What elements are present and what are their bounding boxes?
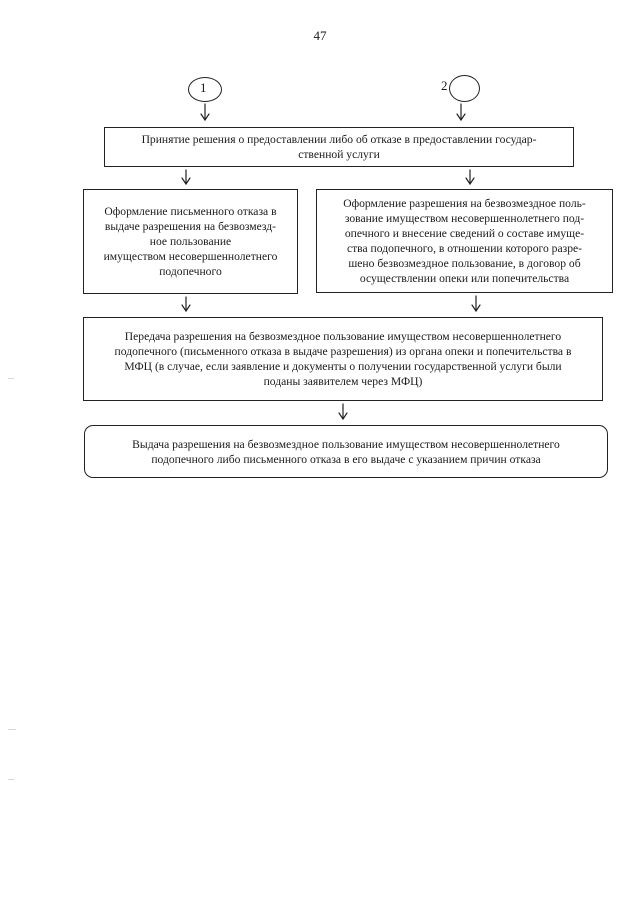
arrow-refusal-to-transfer <box>182 297 190 311</box>
scan-mark <box>8 729 16 730</box>
arrow-permission-to-transfer <box>472 296 480 311</box>
refusal-text: Оформление письменного отказа в выдаче разрешения на безвозмезд- ное пользование имуществом несовершеннолетнего подопечного <box>103 205 278 278</box>
scan-mark <box>8 779 14 780</box>
connector-1-label: 1 <box>200 80 207 95</box>
arrow-transfer-to-issuance <box>339 404 347 419</box>
connector-2-label: 2 <box>441 78 448 93</box>
issuance-text: Выдача разрешения на безвозмездное пользование имуществом несовершеннолетнего подопечного либо письменного отказа в его выдаче с указанием причин отказа <box>132 437 560 466</box>
arrow-connector2-to-decision <box>457 104 465 120</box>
decision-text: Принятие решения о предоставлении либо об отказе в предоставлении государ- ственной услуги <box>141 133 537 161</box>
permission-text: Оформление разрешения на безвозмездное поль- зование имуществом несовершеннолетнего под- опечного и внесение сведений о составе имуще- ства подопечного, в отношении которого разре- шено безвозмездное пользование, в договор об осуществлении опеки или попечительства <box>343 197 586 285</box>
arrow-decision-to-permission <box>466 170 474 184</box>
page-number: 47 <box>313 28 327 43</box>
arrow-decision-to-refusal <box>182 170 190 184</box>
transfer-text: Передача разрешения на безвозмездное пользование имуществом несовершеннолетнего подопечного (письменного отказа в выдаче разрешения) из органа опеки и попечительства в МФЦ (в случае, если заявление и документы о получении государственной услуги были поданы заявителем через МФЦ) <box>114 330 572 388</box>
scan-mark <box>8 378 14 379</box>
arrow-connector1-to-decision <box>201 104 209 120</box>
